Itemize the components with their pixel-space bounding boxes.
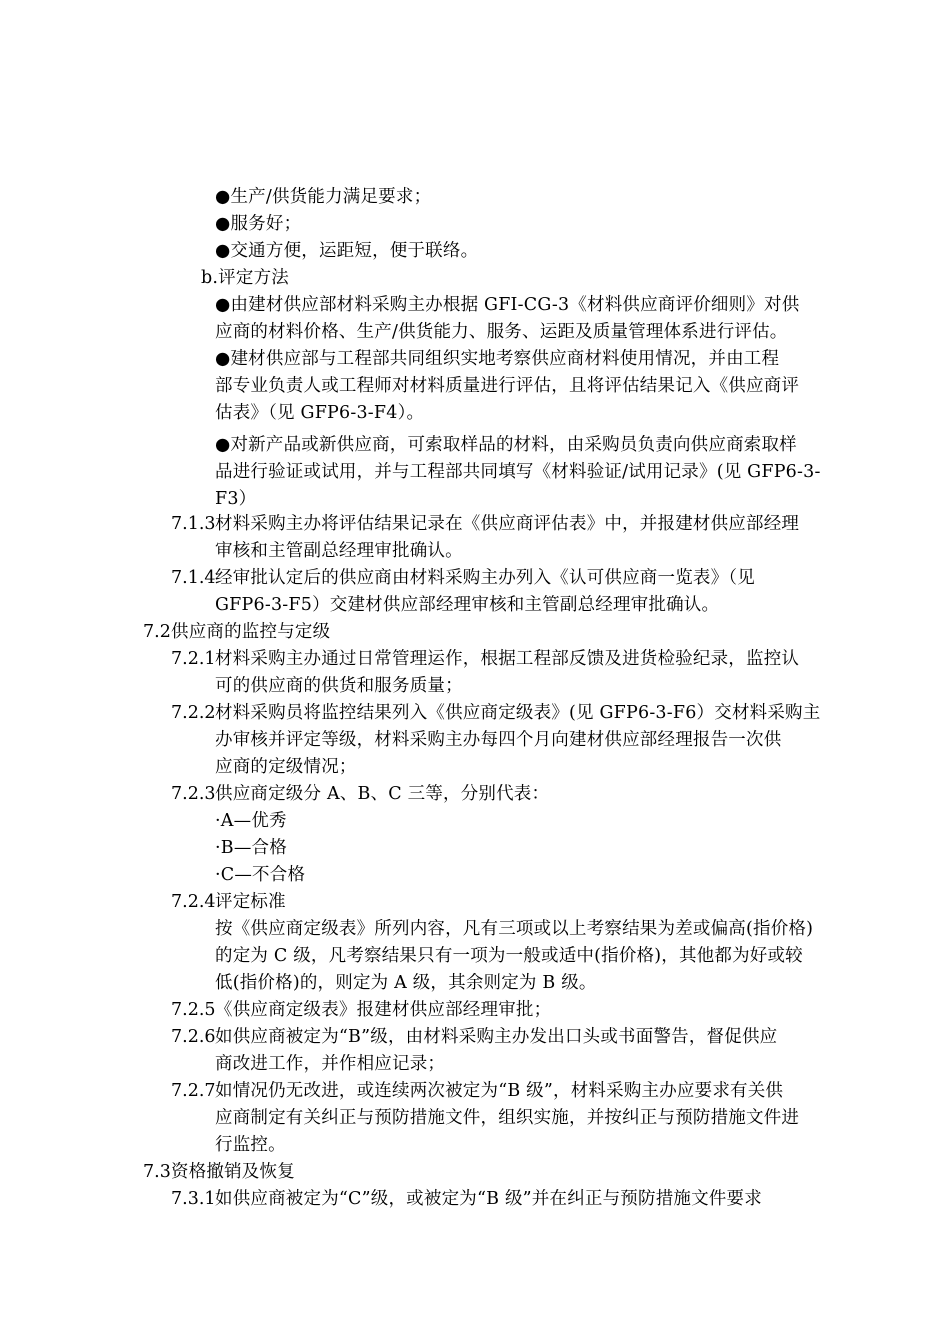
- section-number: 7.2: [143, 622, 171, 642]
- text-line: GFP6-3-F5）交建材供应部经理审核和主管副总经理审批确认。: [215, 595, 720, 615]
- clause-number: 7.2.5: [171, 1000, 216, 1020]
- clause-number: 7.1.4: [171, 568, 216, 588]
- text-line: 的定为 C 级，凡考察结果只有一项为一般或适中(指价格)，其他都为好或较: [215, 946, 803, 966]
- text-line: 商改进工作，并作相应记录；: [215, 1054, 446, 1074]
- clause-number: 7.1.3: [171, 514, 216, 534]
- text-line: 可的供应商的供货和服务质量；: [215, 676, 463, 696]
- text-line: 部专业负责人或工程师对材料质量进行评估，且将评估结果记入《供应商评: [215, 376, 800, 396]
- bullet-transport: ●交通方便，运距短，便于联络。: [215, 241, 479, 261]
- text-line: 按《供应商定级表》所列内容，凡有三项或以上考察结果为差或偏高(指价格): [215, 919, 814, 939]
- text-line: 低(指价格)的，则定为 A 级，其余则定为 B 级。: [215, 973, 597, 993]
- section-heading: 资格撤销及恢复: [171, 1162, 295, 1182]
- bullet-evaluation-2: ●建材供应部与工程部共同组织实地考察供应商材料使用情况，并由工程: [215, 349, 780, 369]
- grade-item-c: ·C—不合格: [215, 865, 306, 885]
- clause-number: 7.2.1: [171, 649, 216, 669]
- clause-text: 《供应商定级表》报建材供应部经理审批；: [215, 1000, 552, 1020]
- text-line: 应商的材料价格、生产/供货能力、服务、运距及质量管理体系进行评估。: [215, 322, 788, 342]
- clause-number: 7.2.3: [171, 784, 216, 804]
- text-line: 品进行验证或试用，并与工程部共同填写《材料验证/试用记录》(见 GFP6-3-: [215, 462, 821, 482]
- clause-text: 如供应商被定为“C”级，或被定为“B 级”并在纠正与预防措施文件要求: [215, 1189, 762, 1209]
- clause-text: 材料采购主办通过日常管理运作，根据工程部反馈及进货检验纪录，监控认: [215, 649, 800, 669]
- bullet-evaluation-1: ●由建材供应部材料采购主办根据 GFI-CG-3《材料供应商评价细则》对供: [215, 295, 800, 315]
- text-line: 办审核并评定等级，材料采购主办每四个月向建材供应部经理报告一次供: [215, 730, 782, 750]
- section-heading: 供应商的监控与定级: [171, 622, 331, 642]
- text-line: 应商的定级情况；: [215, 757, 357, 777]
- clause-text: 材料采购员将监控结果列入《供应商定级表》(见 GFP6-3-F6）交材料采购主: [215, 703, 821, 723]
- text-line: 估表》（见 GFP6-3-F4）。: [215, 403, 425, 423]
- clause-number: 7.2.4: [171, 892, 216, 912]
- text-line: 应商制定有关纠正与预防措施文件，组织实施，并按纠正与预防措施文件进: [215, 1108, 800, 1128]
- clause-text: 如供应商被定为“B”级，由材料采购主办发出口头或书面警告，督促供应: [215, 1027, 778, 1047]
- bullet-capacity: ●生产/供货能力满足要求；: [215, 187, 432, 207]
- clause-text: 如情况仍无改进，或连续两次被定为“B 级”，材料采购主办应要求有关供: [215, 1081, 784, 1101]
- clause-number: 7.3.1: [171, 1189, 216, 1209]
- clause-text: 供应商定级分 A、B、C 三等，分别代表：: [215, 784, 550, 804]
- clause-number: 7.2.6: [171, 1027, 216, 1047]
- bullet-evaluation-3: ●对新产品或新供应商，可索取样品的材料，由采购员负责向供应商索取样: [215, 435, 797, 455]
- clause-number: 7.2.2: [171, 703, 216, 723]
- clause-text: 材料采购主办将评估结果记录在《供应商评估表》中，并报建材供应部经理: [215, 514, 800, 534]
- subheading-method: b.评定方法: [201, 268, 289, 288]
- text-line: 审核和主管副总经理审批确认。: [215, 541, 463, 561]
- text-line: F3）: [215, 489, 257, 509]
- clause-number: 7.2.7: [171, 1081, 216, 1101]
- bullet-service: ●服务好；: [215, 214, 302, 234]
- clause-text: 经审批认定后的供应商由材料采购主办列入《认可供应商一览表》（见: [215, 568, 755, 588]
- grade-item-b: ·B—合格: [215, 838, 287, 858]
- clause-text: 评定标准: [215, 892, 286, 912]
- section-number: 7.3: [143, 1162, 171, 1182]
- grade-item-a: ·A—优秀: [215, 811, 287, 831]
- text-line: 行监控。: [215, 1135, 286, 1155]
